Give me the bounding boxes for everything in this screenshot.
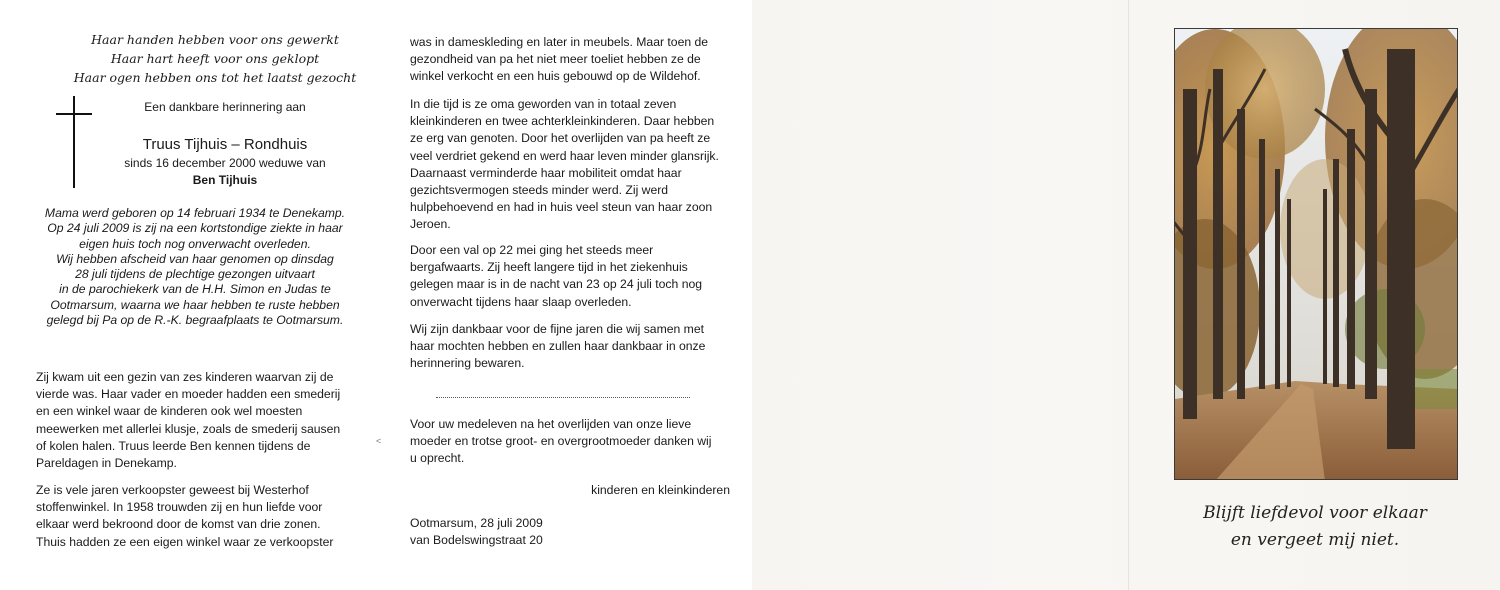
husband-name: Ben Tijhuis <box>192 173 258 187</box>
text-line: hulpbehoevend en had in huis veel steun van haar zoon <box>410 200 713 215</box>
text-line: Door een val op 22 mei ging het steeds meer <box>410 243 654 257</box>
forest-lane-photo <box>1174 28 1458 480</box>
poem-line: Haar handen hebben voor ons gewerkt <box>91 32 339 47</box>
place-and-address <box>410 515 730 549</box>
text-line: u oprecht. <box>410 451 465 466</box>
fold-mark: < <box>376 436 382 446</box>
bio-line: 28 juli tijdens de plechtige gezongen uitvaart <box>75 267 315 282</box>
text-line: Voor uw medeleven na het overlijden van onze lieve <box>410 417 692 431</box>
intro-text: Een dankbare herinnering aan <box>144 100 306 114</box>
text-line: gezichtsvermogen steeds minder werd. Zij werd <box>410 183 669 198</box>
story-paragraph-4 <box>410 96 730 234</box>
text-line: Zij kwam uit een gezin van zes kinderen waarvan zij de <box>36 370 334 384</box>
widow-line: sinds 16 december 2000 weduwe van <box>124 156 326 170</box>
text-line: Ze is vele jaren verkoopster geweest bij Westerhof <box>36 483 309 497</box>
dotted-divider <box>436 397 690 398</box>
text-line: was in dameskleding en later in meubels. Maar toen de <box>410 35 709 49</box>
quote-line-1: Blijft liefdevol voor elkaar <box>1203 503 1427 523</box>
bio-line: Ootmarsum, waarna we haar hebben te ruste hebben <box>50 297 340 312</box>
cover-quote <box>1150 500 1480 554</box>
text-line: Thuis hadden ze een eigen winkel waar ze verkoopster <box>36 534 334 549</box>
story-paragraph-3 <box>410 34 730 86</box>
text-line: ze erg van genoten. Door het overlijden van pa heeft ze <box>410 131 711 146</box>
text-line: en een winkel waar de kinderen ook wel moesten <box>36 404 303 419</box>
bio-line: Wij hebben afscheid van haar genomen op dinsdag <box>56 251 334 266</box>
text-line: meewerken met allerlei klusje, zoals de smederij sausen <box>36 421 341 436</box>
bio-line: eigen huis toch nog onverwacht overleden. <box>79 236 311 251</box>
thanks-paragraph <box>410 416 730 468</box>
text-line: of kolen halen. Truus leerde Ben kennen tijdens de <box>36 438 311 453</box>
text-line: herinnering bewaren. <box>410 356 525 371</box>
text-line: Jeroen. <box>410 217 451 232</box>
text-line: Pareldagen in Denekamp. <box>36 456 177 471</box>
cross-icon <box>56 96 92 188</box>
bio-line: gelegd bij Pa op de R.-K. begraafplaats te Ootmarsum. <box>46 313 344 328</box>
text-line: winkel verkocht en een huis gebouwd op de Wildehof. <box>410 69 701 84</box>
quote-line-2: en vergeet mij niet. <box>1230 530 1400 550</box>
text-line: onverwacht tijdens haar slaap overleden. <box>410 294 632 309</box>
text-line: haar mochten hebben en zullen haar dankbaar in onze <box>410 339 706 354</box>
text-line: Wij zijn dankbaar voor de fijne jaren die wij samen met <box>410 322 704 336</box>
text-line: gelegen maar is in de nacht van 23 op 24 juli toch nog <box>410 277 703 292</box>
text-line: In die tijd is ze oma geworden van in totaal zeven <box>410 97 677 111</box>
bio-line: Op 24 juli 2009 is zij na een kortstondige ziekte in haar <box>47 221 343 236</box>
story-paragraph-2 <box>36 482 358 551</box>
poem-line: Haar hart heeft voor ons geklopt <box>110 51 320 66</box>
place-date: Ootmarsum, 28 juli 2009 <box>410 516 543 530</box>
fold-line <box>1128 0 1129 590</box>
poem <box>40 30 390 87</box>
poem-line: Haar ogen hebben ons tot het laatst gezocht <box>73 70 357 85</box>
bio-line: Mama werd geboren op 14 februari 1934 te Denekamp. <box>44 206 346 220</box>
address: van Bodelswingstraat 20 <box>410 533 543 548</box>
text-line: gezondheid van pa het niet meer toeliet hebben ze de <box>410 52 701 67</box>
signature: kinderen en kleinkinderen <box>591 483 730 497</box>
text-line: stoffenwinkel. In 1958 trouwden zij en hun liefde voor <box>36 500 323 515</box>
text-line: Daarnaast verminderde haar mobiliteit omdat haar <box>410 165 682 180</box>
text-line: vierde was. Haar vader en moeder hadden een smederij <box>36 387 341 402</box>
text-line: bergafwaarts. Zij heeft langere tijd in het ziekenhuis <box>410 260 688 275</box>
story-paragraph-5 <box>410 242 730 311</box>
story-paragraph-1 <box>36 369 358 472</box>
deceased-name: Truus Tijhuis – Rondhuis <box>142 136 308 153</box>
text-line: kleinkinderen en twee achterkleinkinderen. Daar hebben <box>410 114 715 129</box>
text-line: elkaar werd bekroond door de komst van drie zonen. <box>36 517 321 532</box>
text-line: moeder en trotse groot- en overgrootmoeder danken wij <box>410 434 712 449</box>
biography-italic <box>20 206 370 328</box>
bio-line: in de parochiekerk van de H.H. Simon en Judas te <box>59 282 331 297</box>
story-paragraph-6 <box>410 321 730 373</box>
text-line: veel verdriet gekend en werd haar leven minder glansrijk. <box>410 148 719 163</box>
